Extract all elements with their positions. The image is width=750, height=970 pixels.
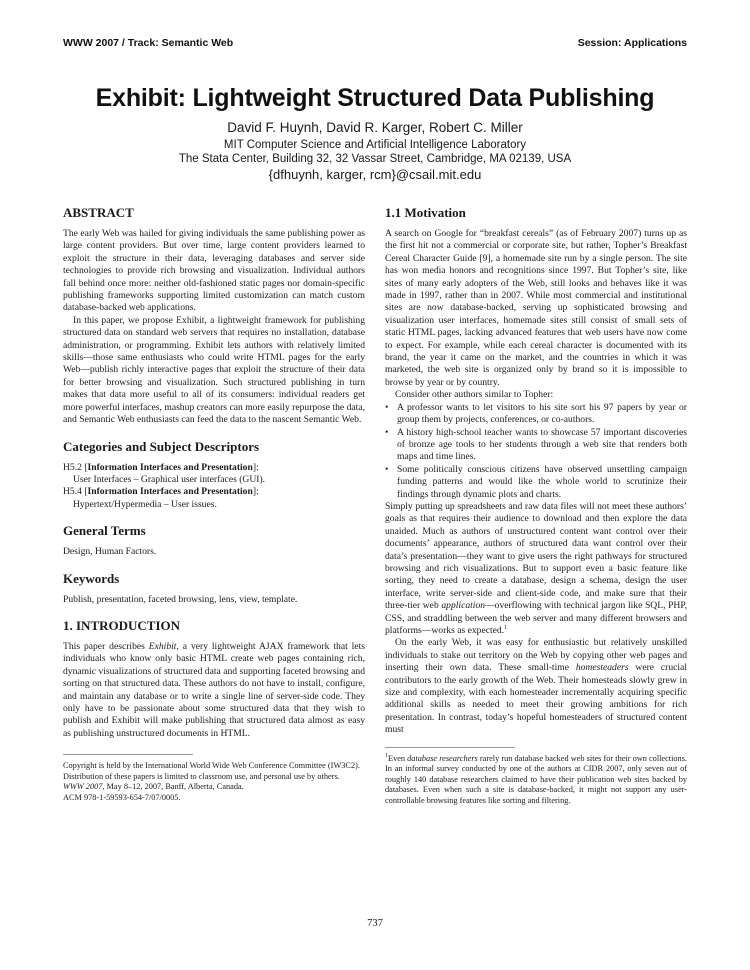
running-header-session: Session: Applications — [577, 37, 687, 49]
author-list: David F. Huynh, David R. Karger, Robert C. Miller — [227, 120, 523, 135]
copyright-divider — [63, 754, 193, 755]
category-descriptor-2: H5.4 [Information Interfaces and Presentation]: Hypertext/Hypermedia – User issues. — [63, 486, 259, 510]
motivation-heading: 1.1 Motivation — [385, 205, 466, 220]
list-item: • A professor wants to let visitors to his site sort his 97 papers by year or group them by projects, conferences, or co-authors. — [385, 401, 687, 426]
motivation-paragraph-3: Simply putting up spreadsheets and raw data files will not meet these authors’ goals as that requires their audience to download and then explore the data unaided. Much as authors of unstructured content want control over their documents’ appearance, authors of structured data want control over their data’s presentation—they want to give users the right pathways for structured browsing and rich visualizations. But to support even a basic feature like sorting, they need to create a database, design a schema, design the user interface, write server-side and client-side code, and make sure that their three-tier web application—overflowing with technical jargon like SQL, PHP, CSS, and straddling between the web server and many different browsers and platforms—works as expected.$^1$ — [385, 500, 687, 636]
keywords-text: Publish, presentation, faceted browsing, lens, view, template. — [63, 593, 298, 605]
category-descriptor-1: H5.2 [Information Interfaces and Presentation]: User Interfaces – Graphical user interfaces (GUI). — [63, 461, 266, 485]
general-terms-heading: General Terms — [63, 523, 146, 539]
abstract-paragraph-1: The early Web was hailed for giving individuals the same publishing power as large content providers. But over time, large content providers learned to exploit the structure in their data, leveraging databases and server side technologies to provide rich browsing and visualization. Individual authors fall behind once more: neither old-fashioned static pages nor domain-specific publishing frameworks supporting limited customization can match custom database-backed web applications. — [63, 228, 365, 314]
introduction-paragraph-1: This paper describes Exhibit, a very lightweight AJAX framework that lets individuals who know only basic HTML create web pages containing rich, dynamic visualizations of structured data and supporting faceted browsing and sorting on that structured data. These authors do not have to install, configure, and maintain any database or to write a single line of server-side code. They only have to be passionate about some structured data that they wish to publish and Exhibit will make publishing that structured data almost as easy as publishing unstructured documents in HTML. — [63, 640, 365, 739]
introduction-heading: 1. INTRODUCTION — [63, 617, 181, 633]
affiliation-line-2: The Stata Center, Building 32, 32 Vassar Street, Cambridge, MA 02139, USA — [178, 153, 572, 165]
abstract-heading: ABSTRACT — [63, 205, 134, 220]
motivation-paragraph-2: Consider other authors similar to Topher: — [395, 389, 554, 401]
author-examples-list — [385, 402, 687, 501]
list-item: • A history high-school teacher wants to showcase 57 important discoveries of bronze age tools to her students through a web site that renders both maps and time lines. — [385, 426, 687, 463]
motivation-paragraph-1: A search on Google for “breakfast cereals” (as of February 2007) turns up as the first hit not a commercial or corporate site, but rather, Topher’s Breakfast Cereal Character Guide [9], a homemade site run by a single person. The site has won media honors and recognitions since 1997. But Topher’s site, like sites of many early adopters of the Web, still looks and behaves like it was made in 1997, rather than in 2007. While most commercial and institutional sites are now database-backed, serving up sophisticated browsing and visualization user interfaces, homemade sites still consist of small sets of static HTML pages, lacking advanced features that web users have now come to expect. For example, while each cereal character is documented with its brand, the year it came on the market, and the countries in which it was marketed, the web site is organized only by brand so it is impossible to browse by year or by country. — [385, 228, 687, 388]
keywords-heading: Keywords — [63, 570, 120, 586]
general-terms-text: Design, Human Factors. — [63, 546, 157, 558]
footnote-divider — [385, 747, 515, 748]
author-email[interactable]: {dfhuynh, karger, rcm}@csail.mit.edu — [268, 167, 482, 182]
right-column — [385, 205, 687, 807]
copyright-notice: Copyright is held by the International World Wide Web Conference Committee (IW3C2). Distribution of these papers is limited to classroom use, and personal use by others. WWW 2007, May 8–12, 2007, Banff, Alberta, Canada. ACM 978-1-59593-654-7/07/0005. — [63, 761, 360, 802]
abstract-paragraph-2: In this paper, we propose Exhibit, a lightweight framework for publishing structured data on standard web servers that requires no installation, database administration, or programming. Exhibit lets authors with relatively limited skills—those same enthusiasts who could write HTML pages for the early Web—publish richly interactive pages that exploit the structure of their data for better browsing and visualization. Such structured publishing in turn makes that data more useful to all of its consumers: individual readers get more powerful interfaces, mashup creators can more easily repurpose the data, and Semantic Web enthusiasts can feed the data to the nascent Semantic Web. — [63, 314, 365, 426]
categories-heading: Categories and Subject Descriptors — [63, 438, 260, 454]
motivation-paragraph-4: On the early Web, it was easy for enthusiastic but relatively unskilled individuals to stake out territory on the Web by copying other web pages and inserting their own data. These small-time homesteaders were crucial contributors to the early growth of the Web. Their homesteads slowly grew in size and complexity, with each homesteader incrementally acquiring specific additional skills as needed to meet their growing ambitions for rich presentation. In contrast, today’s hopeful homesteaders of structured content must — [385, 637, 687, 736]
running-header-track: WWW 2007 / Track: Semantic Web — [63, 37, 234, 49]
footnote-1: $^1$Even database researchers rarely run database backed web sites for their own collections. In an informal survey conducted by one of the authors at CIDR 2007, only seven out of roughly 140 database researchers claimed to have their publication web sites backed by databases. Even when such a site is database-backed, it might not support any user-controllable browsing features like sorting and filtering. — [385, 752, 687, 806]
paper-title: Exhibit: Lightweight Structured Data Publishing — [95, 84, 655, 112]
list-item: • Some politically conscious citizens have observed unsettling campaign funding patterns and would like the whole world to scrutinize their findings through dynamic plots and charts. — [385, 463, 687, 500]
left-column — [63, 205, 365, 804]
affiliation-line-1: MIT Computer Science and Artificial Intelligence Laboratory — [223, 139, 527, 151]
page-number: 737 — [367, 918, 383, 929]
